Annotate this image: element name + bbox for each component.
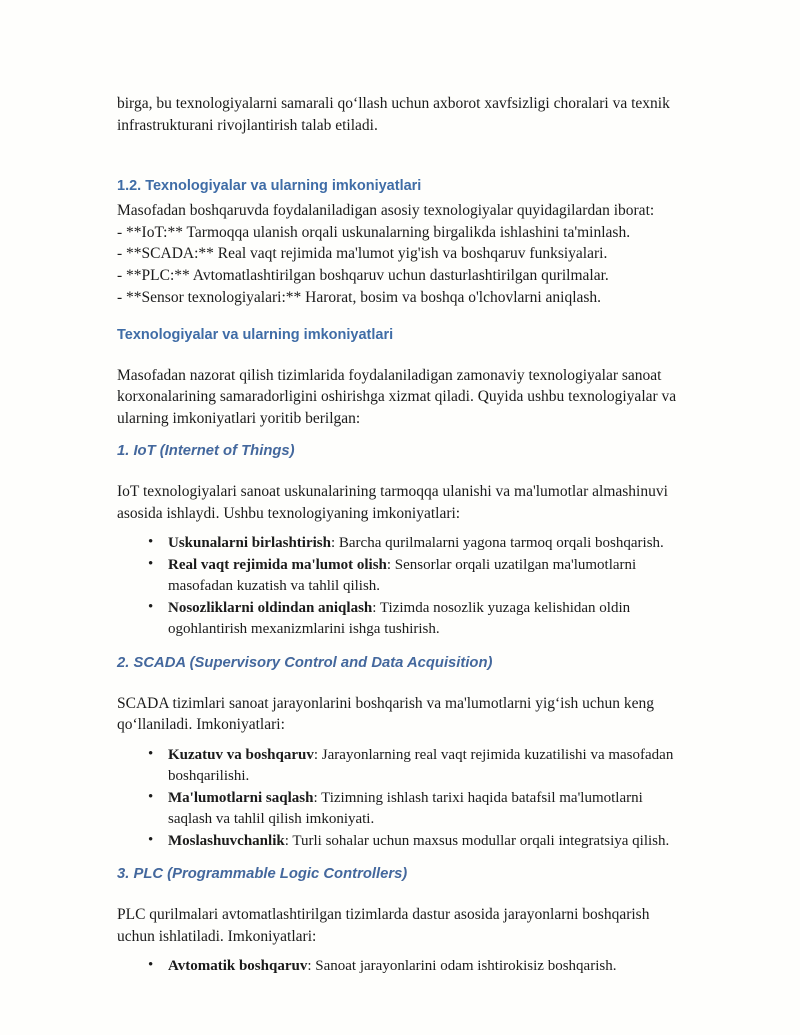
iot-bullet-item xyxy=(117,555,684,598)
lead-paragraph: Masofadan boshqaruvda foydalaniladigan asosiy texnologiyalar quyidagilardan iborat: xyxy=(117,202,655,219)
scada-bullet-list xyxy=(117,745,684,853)
section-heading-1-2: 1.2. Texnologiyalar va ularning imkoniyatlari xyxy=(117,178,422,194)
bullet-marker-icon: • xyxy=(148,555,154,572)
bullet-term: Avtomatik boshqaruv xyxy=(168,958,308,975)
bullet-term: Kuzatuv va boshqaruv xyxy=(168,746,314,763)
bullet-marker-icon: • xyxy=(148,957,154,974)
iot-paragraph: IoT texnologiyalari sanoat uskunalarining tarmoqqa ulanishi va ma'lumotlar almashinuvi asosida ishlaydi. Ushbu texnologiyaning imkoniyatlari: xyxy=(117,483,668,522)
scada-bullet-item xyxy=(117,745,684,788)
intro-paragraph: birga, bu texnologiyalarni samarali qo‘llash uchun axborot xavfsizligi choralari va texnik infrastrukturani rivojlantirish talab etiladi. xyxy=(117,95,670,134)
bullet-marker-icon: • xyxy=(148,598,154,615)
bullet-term: Ma'lumotlarni saqlash xyxy=(168,789,314,806)
iot-bullet-item xyxy=(117,598,684,641)
iot-subheading: 1. IoT (Internet of Things) xyxy=(117,443,295,460)
scada-paragraph: SCADA tizimlari sanoat jarayonlarini boshqarish va ma'lumotlarni yig‘ish uchun keng qo‘llaniladi. Imkoniyatlari: xyxy=(117,694,655,734)
bullet-text: : Barcha qurilmalarni yagona tarmoq orqali boshqarish. xyxy=(330,535,664,552)
bullet-marker-icon: • xyxy=(148,831,154,848)
plc-subheading: 3. PLC (Programmable Logic Controllers) xyxy=(117,866,408,883)
bullet-term: Moslashuvchanlik xyxy=(168,832,285,849)
dash-list-item-iot: - **IoT:** Tarmoqqa ulanish orqali uskunalarning birgalikda ishlashini ta'minlash. xyxy=(117,223,631,241)
scada-subheading: 2. SCADA (Supervisory Control and Data Acquisition) xyxy=(117,654,493,671)
tech-section-heading: Texnologiyalar va ularning imkoniyatlari xyxy=(117,326,394,343)
markdown-dash-list xyxy=(117,222,684,309)
bullet-marker-icon: • xyxy=(148,534,154,551)
plc-bullet-list xyxy=(117,956,684,978)
tech-intro-paragraph: Masofadan nazorat qilish tizimlarida foydalaniladigan zamonaviy texnologiyalar sanoat korxonalarining samaradorligini oshirishga xizmat qiladi. Quyida ushbu texnologiyalar va ularning imkoniyatlari yoritib berilgan: xyxy=(117,366,677,427)
bullet-marker-icon: • xyxy=(148,745,154,762)
bullet-text: : Sensorlar orqali uzatilgan ma'lumotlarni masofadan kuzatish va tahlil qilish. xyxy=(168,556,637,595)
bullet-text: : Sanoat jarayonlarini odam ishtirokisiz boshqarish. xyxy=(307,958,617,975)
dash-list-item-sensor: - **Sensor texnologiyalari:** Harorat, bosim va boshqa o'lchovlarni aniqlash. xyxy=(117,288,602,306)
plc-paragraph: PLC qurilmalari avtomatlashtirilgan tizimlarda dastur asosida jarayonlarni boshqarish uchun ishlatiladi. Imkoniyatlari: xyxy=(117,906,650,945)
scada-bullet-item xyxy=(117,788,684,831)
bullet-term: Nosozliklarni oldindan aniqlash xyxy=(168,599,373,616)
scada-bullet-item xyxy=(117,831,684,853)
iot-bullet-list xyxy=(117,533,684,641)
bullet-marker-icon: • xyxy=(148,788,154,805)
plc-bullet-item xyxy=(117,956,684,978)
bullet-term: Real vaqt rejimida ma'lumot olish xyxy=(168,556,387,573)
dash-list-item-scada: - **SCADA:** Real vaqt rejimida ma'lumot yig'ish va boshqaruv funksiyalari. xyxy=(117,245,608,263)
bullet-text: : Jarayonlarning real vaqt rejimida kuzatilishi va masofadan boshqarilishi. xyxy=(168,746,674,785)
iot-bullet-item xyxy=(117,533,684,555)
dash-list-item-plc: - **PLC:** Avtomatlashtirilgan boshqaruv uchun dasturlashtirilgan qurilmalar. xyxy=(117,267,609,285)
bullet-text: : Tizimda nosozlik yuzaga kelishidan oldin ogohlantirish mexanizmlarini ishga tushirish. xyxy=(168,599,631,638)
bullet-term: Uskunalarni birlashtirish xyxy=(168,535,331,552)
bullet-text: : Tizimning ishlash tarixi haqida batafsil ma'lumotlarni saqlash va tahlil qilish imkoniyati. xyxy=(168,789,643,828)
bullet-text: : Turli sohalar uchun maxsus modullar orqali integratsiya qilish. xyxy=(284,832,670,849)
